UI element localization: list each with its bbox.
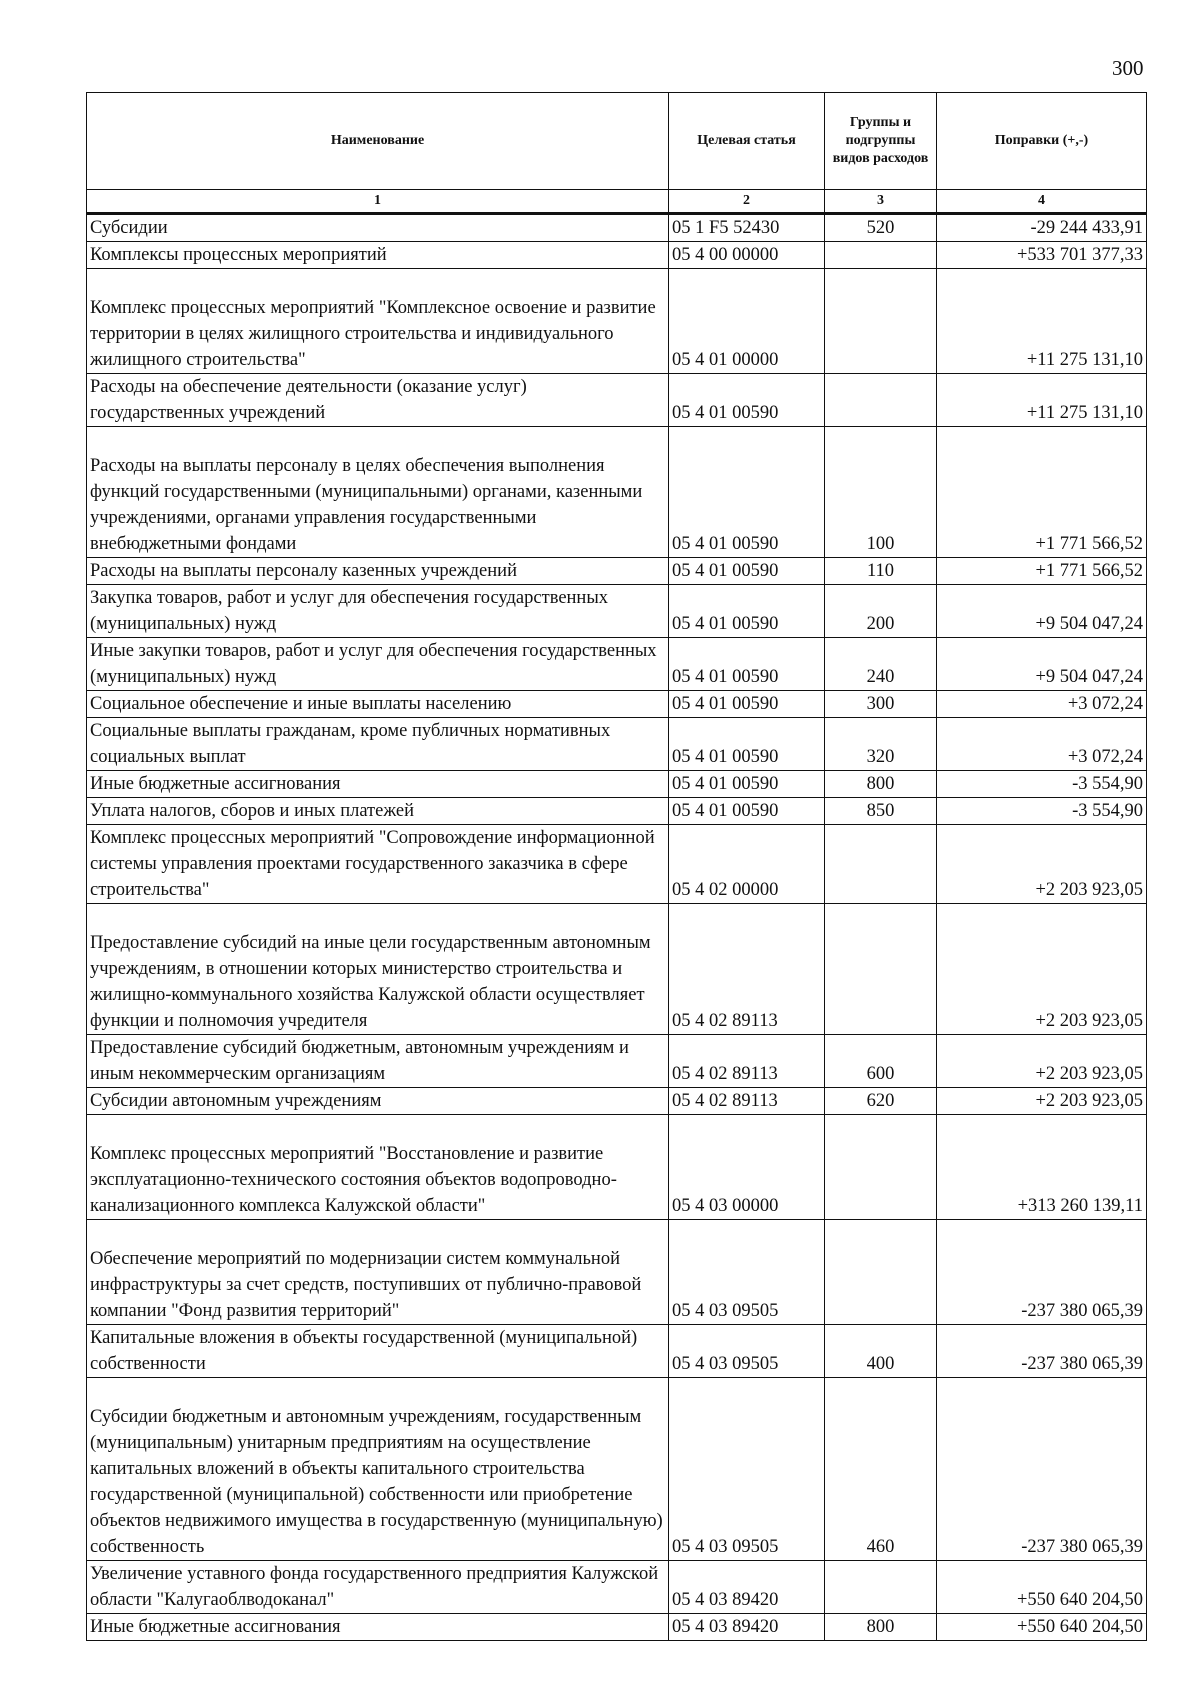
row-amount: +2 203 923,05 [937,1035,1147,1088]
row-code: 05 4 03 09505 [669,1378,825,1561]
table-row [87,638,1147,691]
row-name: Субсидии бюджетным и автономным учреждениям, государственным (муниципальным) унитарным предприятиям на осуществление капитальных вложений в объекты капитального строительства государственной (муниципальной) собственности или приобретение объектов недвижимого имущества в государственную (муниципальную) собственность [87,1378,669,1561]
row-code: 05 4 03 89420 [669,1561,825,1614]
table-row [87,269,1147,374]
table-row [87,798,1147,825]
row-name: Иные бюджетные ассигнования [87,771,669,798]
table-header-row [87,93,1147,190]
row-name: Субсидии [87,214,669,242]
row-amount: -3 554,90 [937,798,1147,825]
row-code: 05 4 01 00590 [669,558,825,585]
row-amount: +2 203 923,05 [937,1088,1147,1115]
row-group [825,904,937,1035]
row-group: 400 [825,1325,937,1378]
row-amount: +9 504 047,24 [937,585,1147,638]
row-group: 620 [825,1088,937,1115]
column-number: 3 [825,190,937,214]
row-code: 05 4 01 00590 [669,691,825,718]
row-amount: +9 504 047,24 [937,638,1147,691]
row-amount: +11 275 131,10 [937,269,1147,374]
table-row [87,242,1147,269]
row-group: 110 [825,558,937,585]
row-amount: +1 771 566,52 [937,427,1147,558]
table-row [87,1220,1147,1325]
row-amount: +3 072,24 [937,691,1147,718]
row-amount: +1 771 566,52 [937,558,1147,585]
row-code: 05 4 03 00000 [669,1115,825,1220]
row-name: Капитальные вложения в объекты государственной (муниципальной) собственности [87,1325,669,1378]
column-number: 2 [669,190,825,214]
row-code: 05 4 01 00590 [669,798,825,825]
row-amount: -29 244 433,91 [937,214,1147,242]
row-code: 05 1 F5 52430 [669,214,825,242]
row-name: Обеспечение мероприятий по модернизации систем коммунальной инфраструктуры за счет средств, поступивших от публично-правовой компании "Фонд развития территорий" [87,1220,669,1325]
table-row [87,427,1147,558]
row-group: 600 [825,1035,937,1088]
row-group: 850 [825,798,937,825]
row-group [825,242,937,269]
row-group [825,1220,937,1325]
row-amount: -237 380 065,39 [937,1378,1147,1561]
row-name: Комплекс процессных мероприятий "Восстановление и развитие эксплуатационно-технического состояния объектов водопроводно-канализационного комплекса Калужской области" [87,1115,669,1220]
row-code: 05 4 01 00590 [669,427,825,558]
page-number: 300 [1112,56,1144,80]
row-code: 05 4 03 09505 [669,1220,825,1325]
row-name: Иные бюджетные ассигнования [87,1614,669,1641]
table-row [87,904,1147,1035]
row-group [825,1561,937,1614]
row-code: 05 4 01 00590 [669,638,825,691]
table-row [87,1115,1147,1220]
row-name: Иные закупки товаров, работ и услуг для обеспечения государственных (муниципальных) нужд [87,638,669,691]
row-code: 05 4 03 89420 [669,1614,825,1641]
row-code: 05 4 02 89113 [669,904,825,1035]
table-row [87,825,1147,904]
row-name: Комплексы процессных мероприятий [87,242,669,269]
row-name: Комплекс процессных мероприятий "Комплексное освоение и развитие территории в целях жилищного строительства и индивидуального жилищного строительства" [87,269,669,374]
row-code: 05 4 01 00590 [669,718,825,771]
row-group: 100 [825,427,937,558]
row-group [825,825,937,904]
row-amount: -237 380 065,39 [937,1220,1147,1325]
row-code: 05 4 03 09505 [669,1325,825,1378]
row-code: 05 4 01 00000 [669,269,825,374]
row-name: Социальные выплаты гражданам, кроме публичных нормативных социальных выплат [87,718,669,771]
row-code: 05 4 01 00590 [669,771,825,798]
row-name: Предоставление субсидий на иные цели государственным автономным учреждениям, в отношении которых министерство строительства и жилищно-коммунального хозяйства Калужской области осуществляет функции и полномочия учредителя [87,904,669,1035]
table-row [87,214,1147,242]
table-row [87,374,1147,427]
table-row [87,558,1147,585]
row-amount: +550 640 204,50 [937,1614,1147,1641]
table-row [87,691,1147,718]
row-name: Социальное обеспечение и иные выплаты населению [87,691,669,718]
budget-amendments-table [86,92,1147,1641]
column-number: 4 [937,190,1147,214]
table-row [87,1088,1147,1115]
row-group: 320 [825,718,937,771]
row-amount: +313 260 139,11 [937,1115,1147,1220]
table-row [87,771,1147,798]
row-group: 800 [825,771,937,798]
row-code: 05 4 01 00590 [669,374,825,427]
table-row [87,1378,1147,1561]
row-name: Расходы на обеспечение деятельности (оказание услуг) государственных учреждений [87,374,669,427]
table-row [87,1614,1147,1641]
row-amount: +2 203 923,05 [937,825,1147,904]
row-name: Уплата налогов, сборов и иных платежей [87,798,669,825]
row-amount: +533 701 377,33 [937,242,1147,269]
row-group: 460 [825,1378,937,1561]
row-group: 200 [825,585,937,638]
column-header-target-article: Целевая статья [669,93,825,190]
row-name: Комплекс процессных мероприятий "Сопровождение информационной системы управления проектами государственного заказчика в сфере строительства" [87,825,669,904]
row-group: 520 [825,214,937,242]
column-header-name: Наименование [87,93,669,190]
column-header-groups: Группы и подгруппы видов расходов [825,93,937,190]
row-code: 05 4 02 89113 [669,1035,825,1088]
row-code: 05 4 01 00590 [669,585,825,638]
row-amount: -237 380 065,39 [937,1325,1147,1378]
row-amount: +3 072,24 [937,718,1147,771]
row-name: Субсидии автономным учреждениям [87,1088,669,1115]
row-amount: +550 640 204,50 [937,1561,1147,1614]
row-name: Расходы на выплаты персоналу в целях обеспечения выполнения функций государственными (муниципальными) органами, казенными учреждениями, органами управления государственными внебюджетными фондами [87,427,669,558]
row-group [825,269,937,374]
column-number: 1 [87,190,669,214]
row-group [825,374,937,427]
table-row [87,718,1147,771]
row-group: 300 [825,691,937,718]
row-code: 05 4 02 89113 [669,1088,825,1115]
column-header-amendments: Поправки (+,-) [937,93,1147,190]
row-name: Увеличение уставного фонда государственного предприятия Калужской области "Калугаоблводоканал" [87,1561,669,1614]
table-row [87,585,1147,638]
table-row [87,1561,1147,1614]
row-name: Расходы на выплаты персоналу казенных учреждений [87,558,669,585]
table-row [87,1325,1147,1378]
row-name: Закупка товаров, работ и услуг для обеспечения государственных (муниципальных) нужд [87,585,669,638]
row-amount: -3 554,90 [937,771,1147,798]
table-row [87,1035,1147,1088]
row-group: 240 [825,638,937,691]
row-group [825,1115,937,1220]
row-group: 800 [825,1614,937,1641]
row-amount: +11 275 131,10 [937,374,1147,427]
row-amount: +2 203 923,05 [937,904,1147,1035]
row-code: 05 4 00 00000 [669,242,825,269]
column-number-row [87,190,1147,214]
row-name: Предоставление субсидий бюджетным, автономным учреждениям и иным некоммерческим организациям [87,1035,669,1088]
row-code: 05 4 02 00000 [669,825,825,904]
